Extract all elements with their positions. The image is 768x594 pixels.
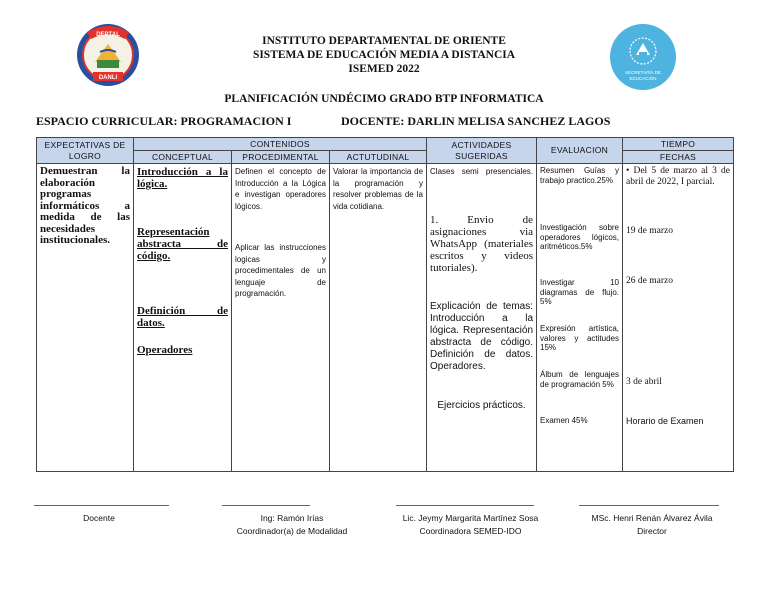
header-actividades: ACTIVIDADES SUGERIDAS <box>427 138 537 164</box>
eval-item-2: Investigación sobre operadores lógicos, aritméticos.5% <box>540 223 620 251</box>
isemed-year: ISEMED 2022 <box>348 63 420 75</box>
signature-block-director <box>572 512 732 538</box>
fecha-item-3: 26 de marzo <box>626 276 673 286</box>
actividad-ejercicios: Ejercicios prácticos. <box>437 400 526 411</box>
header-tiempo: TIEMPO <box>623 138 734 151</box>
actividad-clases: Clases semi presenciales. <box>430 167 534 176</box>
cell-logro <box>37 164 134 472</box>
actitudinal-text: Valorar la importancia de la programación y resolver problemas de la vida cotidiana. <box>333 167 424 211</box>
logro-text: Demuestran la elaboración programas informáticos a medida de las necesidades institucionales. <box>40 165 130 246</box>
concept-item-4: Operadores <box>137 344 193 356</box>
header-conceptual: CONCEPTUAL <box>134 151 232 164</box>
concept-item-2: Representación abstracta de código. <box>137 226 228 262</box>
cell-conceptual <box>134 164 232 472</box>
cell-actividades <box>427 164 537 472</box>
signature-block-docente <box>34 512 164 525</box>
signature-line-3 <box>396 505 534 506</box>
header-expectativas: EXPECTATIVAS DE LOGRO <box>37 138 134 164</box>
system-name: SISTEMA DE EDUCACIÓN MEDIA A DISTANCIA <box>252 49 516 61</box>
signature-name: Lic. Jeymy Margarita Martínez Sosa <box>402 513 539 523</box>
header-evaluacion: EVALUACION <box>537 138 623 164</box>
signature-line-1 <box>34 505 169 506</box>
concept-item-1: Introducción a la lógica. <box>137 166 228 190</box>
espacio-curricular: ESPACIO CURRICULAR: PROGRAMACION I <box>36 114 292 128</box>
header-actitudinal: ACTUTUDINAL <box>330 151 427 164</box>
fecha-item-5: Horario de Examen <box>626 416 704 426</box>
procedimental-item-1: Definen el concepto de Introducción a la Lógica e investigan operadores lógicos. <box>235 167 326 211</box>
header-procedimental: PROCEDIMENTAL <box>232 151 330 164</box>
docente-label: DOCENTE: DARLIN MELISA SANCHEZ LAGOS <box>341 114 611 128</box>
eval-item-6: Examen 45% <box>540 416 588 425</box>
signature-line-4 <box>579 505 719 506</box>
signature-role: Director <box>637 526 667 536</box>
institute-name: INSTITUTO DEPARTAMENTAL DE ORIENTE <box>262 35 506 47</box>
signature-name: Ing: Ramón Irías <box>260 513 324 523</box>
signature-role: Coordinador(a) de Modalidad <box>236 526 348 536</box>
procedimental-item-2: Aplicar las instrucciones logicas y procedimentales de un lenguaje de programación. <box>235 243 326 298</box>
signature-name: MSc. Henri Renán Álvarez Ávila <box>591 513 713 523</box>
signature-line-2 <box>222 505 310 506</box>
fecha-item-4: 3 de abril <box>626 377 662 387</box>
fecha-item-1: • Del 5 de marzo al 3 de abril de 2022, I parcial. <box>626 166 731 187</box>
eval-item-5: Álbum de lenguajes de programación 5% <box>540 370 620 389</box>
header-fechas: FECHAS <box>623 151 734 164</box>
secretaria-logo <box>610 24 676 90</box>
planning-table <box>36 137 734 472</box>
cell-fechas <box>623 164 734 472</box>
signature-name: Docente <box>83 513 115 523</box>
logo-bottom-text: DANLI <box>98 75 118 81</box>
eval-item-1: Resumen Guías y trabajo practico.25% <box>540 166 620 185</box>
eval-item-4: Expresión artística, valores y actitudes 15% <box>540 324 620 352</box>
fecha-item-2: 19 de marzo <box>626 226 673 236</box>
signature-block-coordinador <box>212 512 372 538</box>
header-contenidos: CONTENIDOS <box>134 138 427 151</box>
cell-evaluacion <box>537 164 623 472</box>
signature-block-coordinadora <box>383 512 558 538</box>
actividad-envio: 1. Envio de asignaciones via WhatsApp (materiales escritos y videos tutoriales). <box>430 214 534 274</box>
concept-item-3: Definición de datos. <box>137 305 228 329</box>
cell-procedimental <box>232 164 330 472</box>
planning-title: PLANIFICACIÓN UNDÉCIMO GRADO BTP INFORMATICA <box>224 93 544 105</box>
signature-role: Coordinadora SEMED-IDO <box>419 526 522 536</box>
logo-caption-1: SECRETARÍA DE <box>625 70 661 75</box>
cell-actitudinal <box>330 164 427 472</box>
eval-item-3: Investigar 10 diagramas de flujo. 5% <box>540 278 620 306</box>
actividad-explicacion: Explicación de temas: Introducción a la lógica. Representación abstracta de código. Definición de datos. Operadores. <box>430 301 534 372</box>
logo-top-text: DEPTAL <box>96 32 120 38</box>
logo-caption-2: EDUCACIÓN <box>629 76 657 81</box>
